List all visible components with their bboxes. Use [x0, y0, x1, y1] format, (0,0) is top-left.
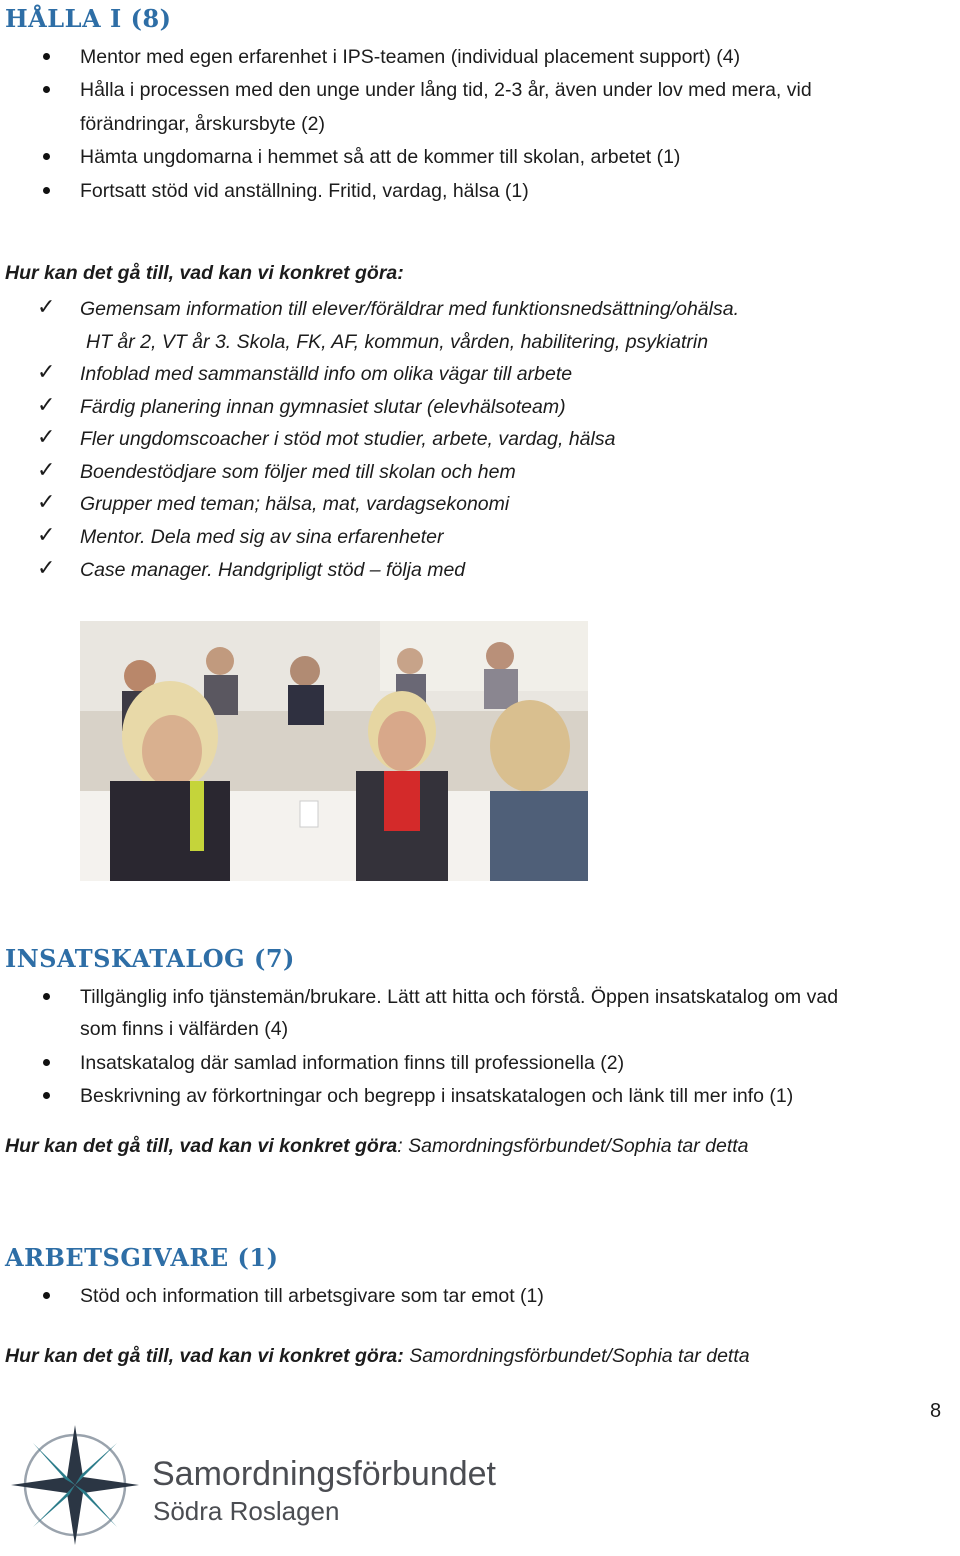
page-number: 8: [930, 1400, 942, 1422]
how-line-insats: [5, 1135, 749, 1158]
how-label-halla: Hur kan det gå till, vad kan vi konkret göra:: [5, 262, 404, 284]
how-answer-arbets: Samordningsförbundet/Sophia tar detta: [403, 1345, 750, 1367]
checkmark-icon: ✓: [37, 425, 56, 450]
section-heading-halla: HÅLLA I (8): [5, 4, 172, 33]
bullet-icon: [43, 993, 50, 1000]
logo-subtitle: Södra Roslagen: [153, 1496, 340, 1526]
section-heading-arbets: ARBETSGIVARE (1): [5, 1243, 279, 1272]
checkmark-icon: ✓: [37, 523, 56, 548]
checkmark-icon: ✓: [37, 393, 56, 418]
checkmark-icon: ✓: [37, 556, 56, 581]
bullet-icon: [43, 1092, 50, 1099]
bullet-icon: [43, 187, 50, 194]
bullet-icon: [43, 1292, 50, 1299]
bullet-icon: [43, 86, 50, 93]
bullet-icon: [43, 53, 50, 60]
workshop-photo: [80, 621, 588, 881]
bullet-icon: [43, 1059, 50, 1066]
how-line-arbets: [5, 1345, 750, 1368]
bullet-icon: [43, 153, 50, 160]
how-answer-insats: : Samordningsförbundet/Sophia tar detta: [397, 1135, 749, 1157]
workshop-photo-illustration: [80, 621, 588, 881]
checkmark-icon: ✓: [37, 458, 56, 483]
checkmark-icon: ✓: [37, 295, 56, 320]
checkmark-icon: ✓: [37, 490, 56, 515]
how-label-arbets: Hur kan det gå till, vad kan vi konkret göra:: [5, 1345, 404, 1367]
section-heading-insats: INSATSKATALOG (7): [5, 944, 295, 973]
logo-title: Samordningsförbundet: [152, 1455, 497, 1493]
checkmark-icon: ✓: [37, 360, 56, 385]
how-label-insats: Hur kan det gå till, vad kan vi konkret göra: [5, 1135, 398, 1157]
